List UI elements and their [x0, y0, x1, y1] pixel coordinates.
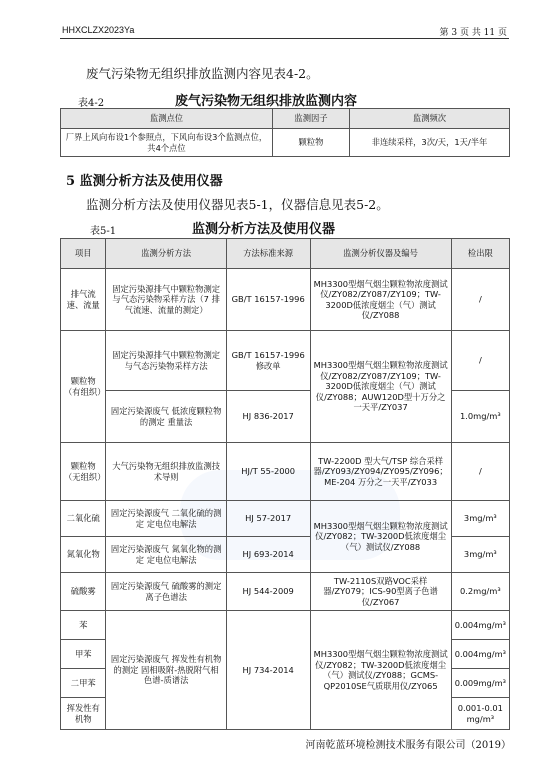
page-info: 第 3 页 共 11 页 [439, 28, 507, 38]
cell-limit: 3mg/m³ [451, 501, 509, 537]
intro-paragraph-2: 监测分析方法及使用仪器见表5-1，仪器信息见表5-2。 [86, 197, 389, 212]
cell-item: 颗粒物（无组织） [61, 443, 106, 501]
th-location: 监测点位 [61, 109, 273, 129]
cell-item: 颗粒物（有组织） [61, 331, 106, 443]
cell-standard: HJ 734-2014 [226, 611, 310, 730]
cell-limit: 1.0mg/m³ [451, 391, 509, 443]
cell-limit: 0.004mg/m³ [451, 640, 509, 669]
cell-item: 甲苯 [61, 640, 106, 669]
table-row [61, 573, 510, 611]
cell-instrument: MH3300型烟气烟尘颗粒物浓度测试仪/ZY082；TW-3200D低浓度烟尘（气）测试仪/ZY088；GCMS-QP2010SE气质联用仪/ZY065 [310, 611, 451, 730]
cell-factor: 颗粒物 [273, 129, 350, 157]
cell-item: 氮氧化物 [61, 537, 106, 573]
table-5-1 [60, 238, 510, 730]
cell-method: 固定污染源废气 氮氧化物的测定 定电位电解法 [106, 537, 226, 573]
cell-instrument: TW-2200D 型大气/TSP 综合采样器/ZY093/ZY094/ZY095/ZY096；ME-204 万分之一天平/ZY033 [310, 443, 451, 501]
cell-item: 排气流速、流量 [61, 269, 106, 331]
cell-standard: HJ 693-2014 [226, 537, 310, 573]
table-row [61, 269, 510, 331]
cell-method: 固定污染源废气 低浓度颗粒物的测定 重量法 [106, 391, 226, 443]
th-instrument: 监测分析仪器及编号 [310, 239, 451, 269]
cell-method: 大气污染物无组织排放监测技术导则 [106, 443, 226, 501]
cell-limit: / [451, 331, 509, 391]
th-standard: 方法标准来源 [226, 239, 310, 269]
th-method: 监测分析方法 [106, 239, 226, 269]
header-rule [60, 38, 509, 39]
cell-limit: 0.004mg/m³ [451, 611, 509, 640]
th-detection-limit: 检出限 [451, 239, 509, 269]
cell-item: 二氧化硫 [61, 501, 106, 537]
cell-item: 苯 [61, 611, 106, 640]
th-factor: 监测因子 [273, 109, 350, 129]
cell-limit: / [451, 443, 509, 501]
cell-method: 固定污染源排气中颗粒物测定与气态污染物采样方法（7 排气流速、流量的测定） [106, 269, 226, 331]
cell-standard: HJ 544-2009 [226, 573, 310, 611]
th-item: 项目 [61, 239, 106, 269]
doc-id: HHXCLZX2023Ya [62, 25, 135, 35]
cell-limit: 0.2mg/m³ [451, 573, 509, 611]
cell-standard: GB/T 16157-1996 [226, 269, 310, 331]
table-row [61, 611, 510, 640]
footer-company: 河南乾蓝环境检测技术服务有限公司（2019） [305, 740, 511, 751]
table42-title: 废气污染物无组织排放监测内容 [175, 93, 358, 108]
table42-label: 表4-2 [78, 98, 105, 109]
section-heading-5: 5 监测分析方法及使用仪器 [66, 174, 223, 189]
cell-location: 厂界上风向布设1个参照点，下风向布设3个监测点位，共4个点位 [61, 129, 273, 157]
cell-limit: / [451, 269, 509, 331]
cell-method: 固定污染源废气 二氧化硫的测定 定电位电解法 [106, 501, 226, 537]
table-row [61, 501, 510, 537]
table-row [61, 331, 510, 391]
cell-limit: 0.001-0.01 mg/m³ [451, 698, 509, 730]
cell-limit: 3mg/m³ [451, 537, 509, 573]
cell-instrument: MH3300型烟气烟尘颗粒物浓度测试仪/ZY082/ZY087/ZY109；TW-3200D低浓度烟尘（气）测试仪/ZY088；AUW120D型十万分之一天平/ZY037 [310, 331, 451, 443]
cell-instrument: MH3300型烟气烟尘颗粒物浓度测试仪/ZY082；TW-3200D低浓度烟尘（气）测试仪/ZY088 [310, 501, 451, 573]
cell-method: 固定污染源排气中颗粒物测定与气态污染物采样方法 [106, 331, 226, 391]
cell-standard: HJ 836-2017 [226, 391, 310, 443]
table51-label: 表5-1 [90, 226, 117, 237]
cell-limit: 0.009mg/m³ [451, 669, 509, 698]
cell-instrument: MH3300型烟气烟尘颗粒物浓度测试仪/ZY082/ZY087/ZY109；TW-3200D低浓度烟尘（气）测试仪/ZY088 [310, 269, 451, 331]
table-row [61, 443, 510, 501]
cell-standard: GB/T 16157-1996 修改单 [226, 331, 310, 391]
th-frequency: 监测频次 [350, 109, 510, 129]
cell-standard: HJ/T 55-2000 [226, 443, 310, 501]
cell-method: 固定污染源废气 挥发性有机物的测定 固相吸附-热脱附气相色谱-质谱法 [106, 611, 226, 730]
table-4-2 [60, 108, 510, 157]
cell-item: 挥发性有机物 [61, 698, 106, 730]
table51-title: 监测分析方法及使用仪器 [192, 221, 336, 236]
intro-paragraph-1: 废气污染物无组织排放监测内容见表4-2。 [86, 66, 319, 81]
cell-item: 二甲苯 [61, 669, 106, 698]
cell-standard: HJ 57-2017 [226, 501, 310, 537]
cell-frequency: 非连续采样，3次/天，1天/半年 [350, 129, 510, 157]
cell-instrument: TW-2110S双路VOC采样器/ZY079；ICS-90型离子色谱仪/ZY067 [310, 573, 451, 611]
cell-item: 硫酸雾 [61, 573, 106, 611]
cell-method: 固定污染源废气 硫酸雾的测定 离子色谱法 [106, 573, 226, 611]
